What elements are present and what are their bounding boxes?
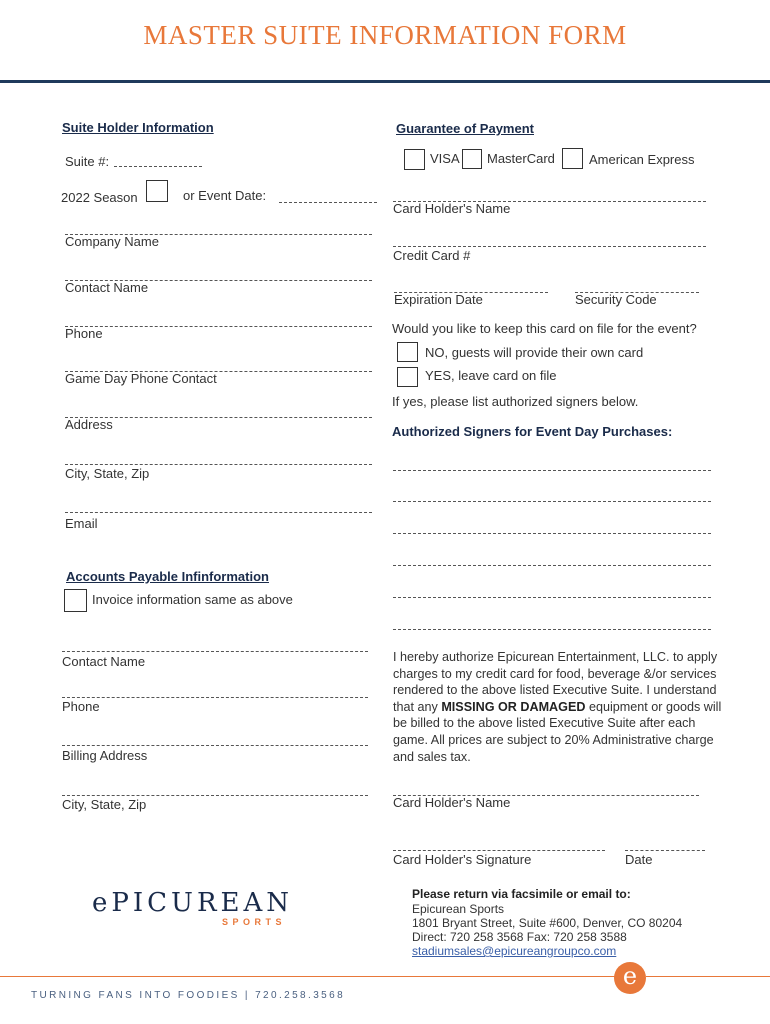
return-company: Epicurean Sports bbox=[412, 902, 505, 916]
event-date-field[interactable] bbox=[279, 202, 377, 203]
authorization-text-part1: I hereby authorize Epicurean Entertainment, LLC. to apply charges to my credit card for food, beverage &/or services rendered to the above listed Executive Suite. I understand that any bbox=[393, 650, 718, 714]
authorized-signer-line[interactable] bbox=[393, 470, 711, 471]
season-checkbox[interactable] bbox=[146, 180, 168, 202]
authorized-signers-heading: Authorized Signers for Event Day Purchases: bbox=[392, 424, 673, 439]
amex-label: American Express bbox=[589, 152, 695, 167]
invoice-same-label: Invoice information same as above bbox=[92, 592, 293, 607]
authorization-text-part2: equipment or goods will be billed to the above listed Executive Suite after each game. All prices are subject to 20% Administrative charge and sales tax. bbox=[393, 699, 722, 764]
return-phones: Direct: 720 258 3568 Fax: 720 258 3588 bbox=[412, 930, 627, 944]
epicurean-e-icon: e bbox=[614, 962, 646, 994]
footer-tagline: TURNING FANS INTO FOODIES | 720.258.3568 bbox=[31, 990, 346, 1001]
amex-checkbox[interactable] bbox=[562, 148, 583, 169]
accounts-payable-heading: Accounts Payable Infinformation bbox=[66, 569, 269, 584]
payment-heading: Guarantee of Payment bbox=[396, 121, 534, 136]
credit-card-field[interactable] bbox=[393, 246, 706, 247]
no-option-label: NO, guests will provide their own card bbox=[425, 345, 644, 360]
contact-name-label: Contact Name bbox=[65, 280, 149, 295]
phone-field[interactable] bbox=[65, 326, 372, 327]
ap-contact-name-label: Contact Name bbox=[62, 654, 146, 669]
authorization-paragraph bbox=[393, 649, 733, 765]
title-divider bbox=[0, 80, 770, 83]
authorized-signer-line[interactable] bbox=[393, 629, 711, 630]
authorized-signer-line[interactable] bbox=[393, 533, 711, 534]
epicurean-logo: ePICUREAN bbox=[92, 888, 294, 918]
missing-damaged-text: MISSING OR DAMAGED bbox=[441, 699, 586, 714]
security-code-label: Security Code bbox=[575, 292, 657, 307]
email-field[interactable] bbox=[65, 512, 372, 513]
footer-divider bbox=[646, 976, 770, 977]
visa-checkbox[interactable] bbox=[404, 149, 425, 170]
suite-number-label: Suite #: bbox=[65, 154, 110, 169]
signature-label: Card Holder's Signature bbox=[393, 852, 532, 867]
suite-number-field[interactable] bbox=[114, 166, 202, 167]
mastercard-label: MasterCard bbox=[487, 151, 555, 166]
mastercard-checkbox[interactable] bbox=[462, 149, 482, 169]
credit-card-label: Credit Card # bbox=[393, 248, 471, 263]
if-yes-note: If yes, please list authorized signers below. bbox=[392, 394, 639, 409]
yes-option-label: YES, leave card on file bbox=[425, 368, 557, 383]
season-label: 2022 Season bbox=[61, 190, 138, 205]
page-title: MASTER SUITE INFORMATION FORM bbox=[143, 20, 627, 50]
ap-billing-address-field[interactable] bbox=[62, 745, 368, 746]
footer-divider bbox=[0, 976, 620, 977]
ap-phone-label: Phone bbox=[62, 699, 100, 714]
return-address: 1801 Bryant Street, Suite #600, Denver, CO 80204 bbox=[412, 916, 683, 930]
ap-billing-address-label: Billing Address bbox=[62, 748, 148, 763]
phone-label: Phone bbox=[65, 326, 103, 341]
ap-city-state-zip-field[interactable] bbox=[62, 795, 368, 796]
keep-card-question: Would you like to keep this card on file for the event? bbox=[392, 321, 697, 336]
ap-contact-name-field[interactable] bbox=[62, 651, 368, 652]
authorized-signer-line[interactable] bbox=[393, 597, 711, 598]
company-name-label: Company Name bbox=[65, 234, 159, 249]
invoice-same-checkbox[interactable] bbox=[64, 589, 87, 612]
ap-phone-field[interactable] bbox=[62, 697, 368, 698]
address-label: Address bbox=[65, 417, 113, 432]
return-heading: Please return via facsimile or email to: bbox=[412, 887, 631, 901]
email-label: Email bbox=[65, 516, 98, 531]
authorized-signer-line[interactable] bbox=[393, 565, 711, 566]
yes-option-checkbox[interactable] bbox=[397, 367, 418, 387]
ap-city-state-zip-label: City, State, Zip bbox=[62, 797, 147, 812]
visa-label: VISA bbox=[430, 151, 460, 166]
card-holder-name-label: Card Holder's Name bbox=[393, 201, 511, 216]
epicurean-logo-sub: SPORTS bbox=[222, 917, 287, 927]
suite-holder-heading: Suite Holder Information bbox=[62, 120, 214, 135]
city-state-zip-label: City, State, Zip bbox=[65, 466, 150, 481]
city-state-zip-field[interactable] bbox=[65, 464, 372, 465]
sig-card-holder-name-label: Card Holder's Name bbox=[393, 795, 511, 810]
signature-field[interactable] bbox=[393, 850, 605, 851]
no-option-checkbox[interactable] bbox=[397, 342, 418, 362]
event-date-label: or Event Date: bbox=[183, 188, 267, 203]
date-field[interactable] bbox=[625, 850, 705, 851]
expiration-date-label: Expiration Date bbox=[394, 292, 483, 307]
game-day-phone-label: Game Day Phone Contact bbox=[65, 371, 217, 386]
return-email-link[interactable]: stadiumsales@epicureangroupco.com bbox=[412, 944, 617, 958]
date-label: Date bbox=[625, 852, 653, 867]
authorized-signer-line[interactable] bbox=[393, 501, 711, 502]
